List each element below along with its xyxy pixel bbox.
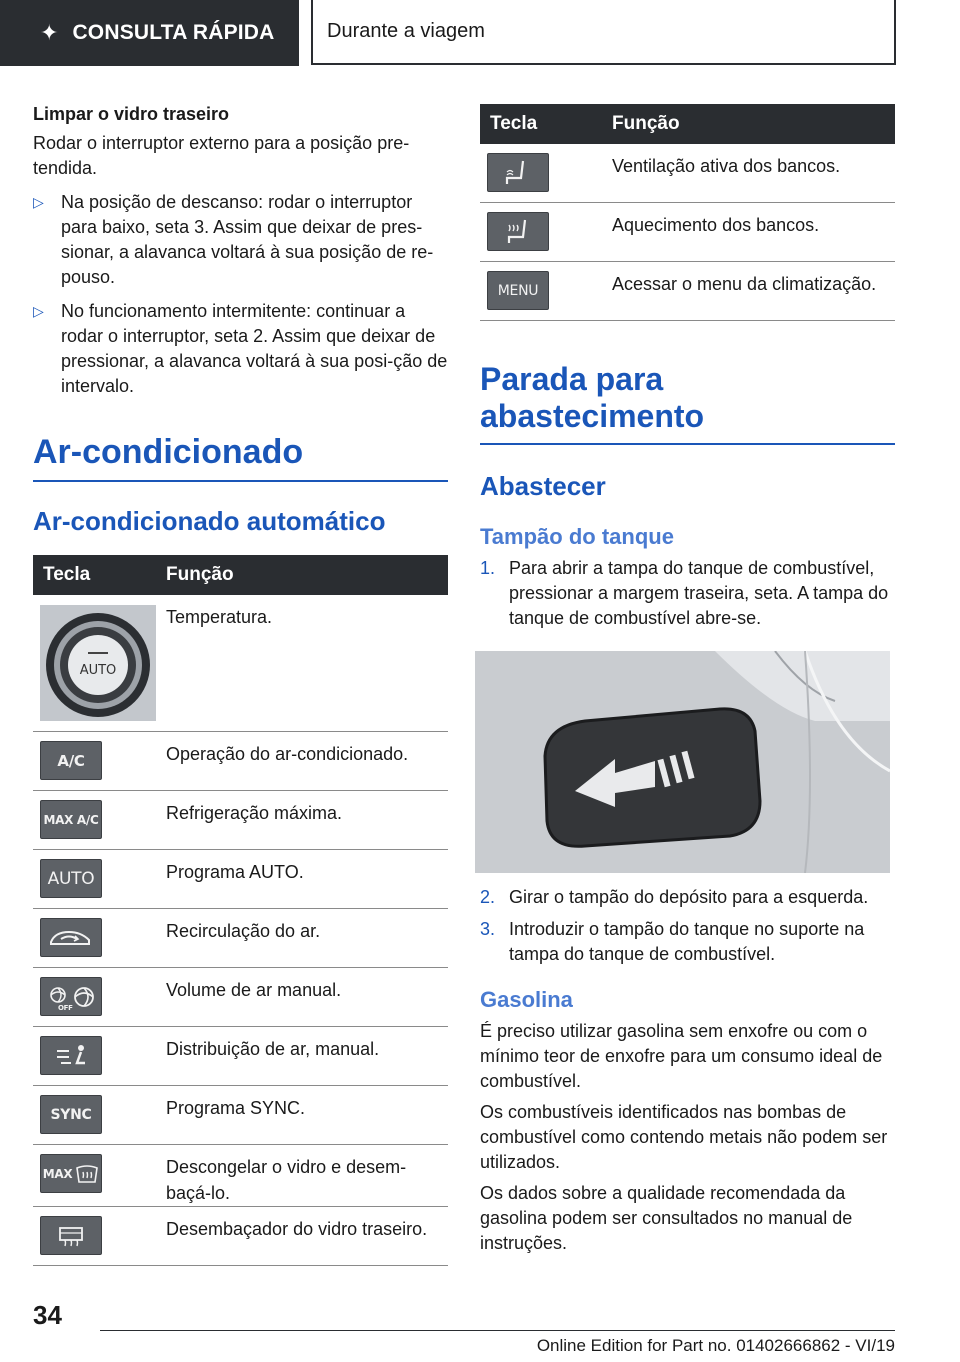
- menu-button-icon: MENU: [487, 271, 549, 310]
- gasolina-heading: Gasolina: [480, 987, 573, 1012]
- function-text: Refrigeração máxima.: [156, 791, 448, 850]
- col-header-key: Tecla: [480, 104, 602, 144]
- bullet-text: Na posição de descanso: rodar o interruptor para baixo, seta 3. Assim que deixar de pres-sionar, a alavanca voltará à sua posição de re-pouso.: [61, 192, 434, 287]
- function-text: Programa SYNC.: [156, 1086, 448, 1145]
- table-row: [33, 909, 448, 968]
- table-row: [33, 1086, 448, 1145]
- step-text: Para abrir a tampa do tanque de combustível, pressionar a margem traseira, seta. A tampa do tanque de combustível abre-se.: [509, 558, 889, 628]
- air-distribution-icon: [40, 1036, 102, 1075]
- function-text: Descongelar o vidro e desem-baçá-lo.: [156, 1145, 448, 1207]
- ac-heading: Ar-condicionado: [33, 433, 448, 482]
- col-header-function: Função: [602, 104, 895, 144]
- quick-reference-tab[interactable]: [0, 0, 299, 66]
- function-text: Ventilação ativa dos bancos.: [602, 144, 895, 203]
- table-row: [480, 144, 895, 203]
- seat-ventilation-icon: [487, 153, 549, 192]
- gasolina-paragraph: Os dados sobre a qualidade recomendada da gasolina podem ser consultados no manual de instruções.: [480, 1183, 853, 1253]
- sync-button-icon: SYNC: [40, 1095, 102, 1134]
- fan-off-label: OFF: [58, 1003, 73, 1011]
- rear-wiper-title: Limpar o vidro traseiro: [33, 104, 230, 124]
- function-text: Programa AUTO.: [156, 850, 448, 909]
- refuel-heading: Parada para abastecimento: [480, 361, 895, 445]
- footer-divider: [100, 1330, 895, 1331]
- ac-button-icon: A/C: [40, 741, 102, 780]
- function-text: Temperatura.: [156, 595, 448, 732]
- table-row: [33, 732, 448, 791]
- temperature-knob-icon: [40, 605, 156, 721]
- list-item: [33, 190, 448, 290]
- list-item: [480, 917, 895, 967]
- table-row: [33, 968, 448, 1027]
- col-header-key: Tecla: [33, 555, 156, 595]
- abastecer-heading: Abastecer: [480, 471, 606, 501]
- function-text: Distribuição de ar, manual.: [156, 1027, 448, 1086]
- function-text: Volume de ar manual.: [156, 968, 448, 1027]
- left-column: [33, 104, 448, 1266]
- gasolina-paragraph: É preciso utilizar gasolina sem enxofre ou com o mínimo teor de enxofre para um consumo ideal de combustível.: [480, 1021, 883, 1091]
- quick-reference-label: CONSULTA RÁPIDA: [72, 21, 275, 44]
- function-text: Desembaçador do vidro traseiro.: [156, 1207, 448, 1266]
- triangle-bullet-icon: ▷: [33, 303, 44, 319]
- function-text: Recirculação do ar.: [156, 909, 448, 968]
- step-number: 3.: [480, 919, 496, 939]
- max-defrost-label: MAX: [42, 1166, 73, 1181]
- col-header-function: Função: [156, 555, 448, 595]
- step-number: 2.: [480, 887, 496, 907]
- step-text: Girar o tampão do depósito para a esquerda.: [509, 887, 869, 907]
- ac-auto-heading: Ar-condicionado automático: [33, 506, 386, 536]
- function-text: Operação do ar-condicionado.: [156, 732, 448, 791]
- table-row: [480, 203, 895, 262]
- table-row: [33, 595, 448, 732]
- table-row: [33, 791, 448, 850]
- edition-text: Online Edition for Part no. 01402666862 - VI/19: [536, 1336, 895, 1355]
- gasolina-paragraph: Os combustíveis identificados nas bombas de combustível como contendo metais não podem ser utilizados.: [480, 1102, 888, 1172]
- seat-heating-icon: [487, 212, 549, 251]
- right-column: [480, 104, 895, 1256]
- list-item: [33, 299, 448, 399]
- step-number: 1.: [480, 558, 496, 578]
- ac-keys-table: [33, 555, 448, 1266]
- table-row: [33, 850, 448, 909]
- recirculation-icon: [40, 918, 102, 957]
- rear-defrost-icon: [40, 1216, 102, 1255]
- section-title: Durante a viagem: [311, 0, 896, 65]
- seat-keys-table: [480, 104, 895, 321]
- step-text: Introduzir o tampão do tanque no suporte na tampa do tanque de combustível.: [509, 919, 865, 964]
- auto-button-icon: AUTO: [40, 859, 102, 898]
- triangle-bullet-icon: ▷: [33, 194, 44, 210]
- function-text: Acessar o menu da climatização.: [602, 262, 895, 321]
- max-defrost-icon: [40, 1154, 102, 1193]
- page-header: [0, 0, 960, 66]
- max-ac-button-icon: MAX A/C: [40, 800, 102, 839]
- list-item: [480, 885, 895, 910]
- rear-wiper-intro: Rodar o interruptor externo para a posição pre-tendida.: [33, 133, 410, 178]
- table-row: [33, 1027, 448, 1086]
- table-row: [33, 1145, 448, 1207]
- fan-icon: [40, 977, 102, 1016]
- function-text: Aquecimento dos bancos.: [602, 203, 895, 262]
- knob-auto-label: AUTO: [79, 663, 117, 678]
- page-number: 34: [33, 1300, 62, 1330]
- list-item: [480, 556, 895, 631]
- bullet-text: No funcionamento intermitente: continuar a rodar o interruptor, seta 2. Assim que deixar de pressionar, a alavanca voltará à sua posi-ção de intervalo.: [61, 301, 448, 396]
- table-row: [480, 262, 895, 321]
- fuel-flap-photo: [475, 651, 890, 873]
- fuel-cap-heading: Tampão do tanque: [480, 524, 674, 549]
- star-icon: ✦: [40, 20, 59, 46]
- table-row: [33, 1207, 448, 1266]
